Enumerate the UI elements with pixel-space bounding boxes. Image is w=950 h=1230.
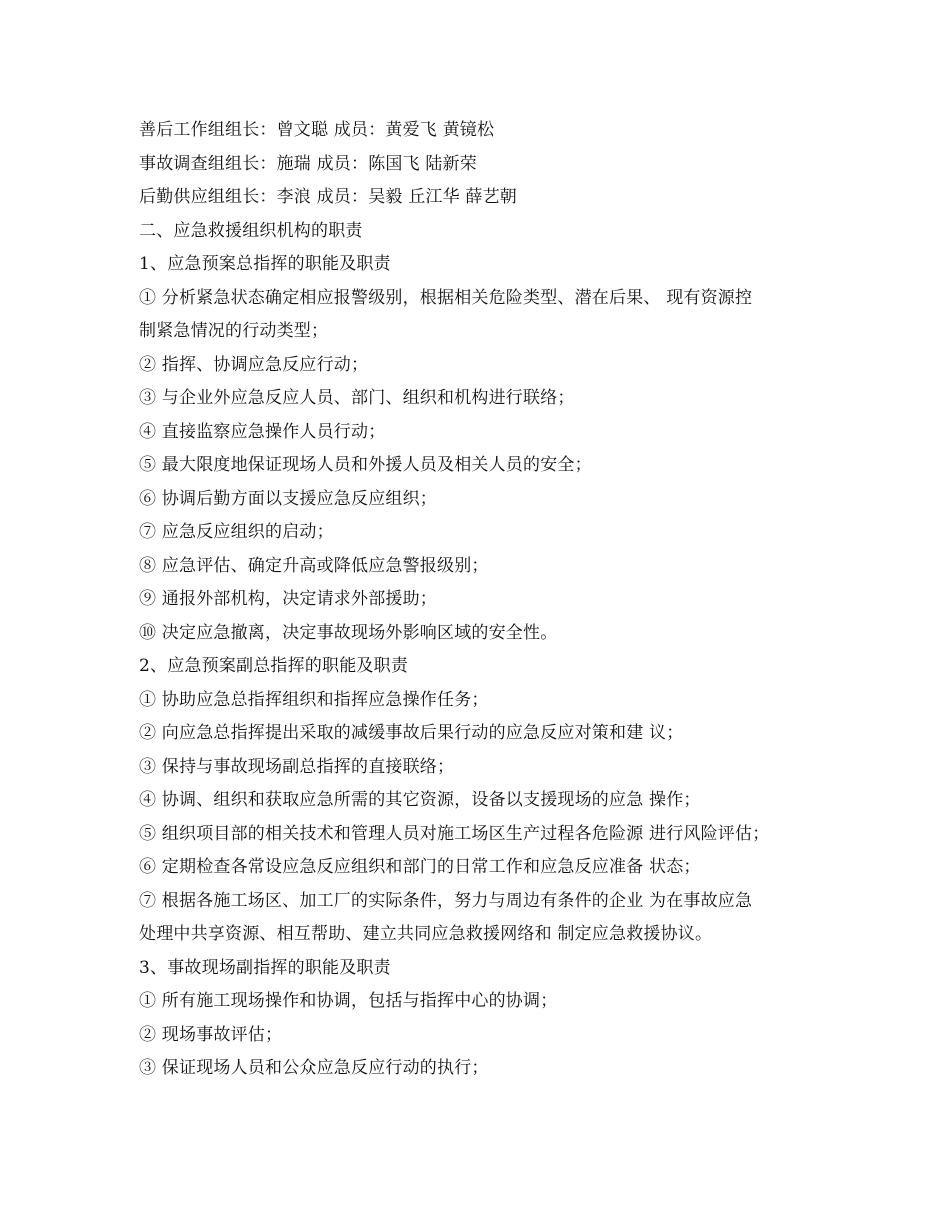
text-line: ① 分析紧急状态确定相应报警级别，根据相关危险类型、潜在后果、 现有资源控: [139, 287, 753, 308]
text-line: ② 向应急总指挥提出采取的减缓事故后果行动的应急反应对策和建 议；: [139, 723, 684, 743]
text-line: ④ 直接监察应急操作人员行动；: [139, 421, 386, 442]
text-line: ⑧ 应急评估、确定升高或降低应急警报级别；: [139, 555, 489, 576]
text-line: ⑥ 协调后勤方面以支援应急反应组织；: [139, 488, 438, 509]
subsection-heading: 1、应急预案总指挥的职能及职责: [139, 254, 391, 274]
text-line: ⑩ 决定应急撤离，决定事故现场外影响区域的安全性。: [139, 622, 558, 643]
text-line: 事故调查组组长：施瑞 成员：陈国飞 陆新荣: [139, 153, 478, 174]
text-line: 制紧急情况的行动类型；: [139, 321, 329, 341]
text-line: ⑥ 定期检查各常设应急反应组织和部门的日常工作和应急反应准备 状态；: [139, 857, 701, 877]
subsection-heading: 3、事故现场副指挥的职能及职责: [139, 957, 391, 978]
text-line: ⑨ 通报外部机构，决定请求外部援助；: [139, 589, 438, 609]
text-line: ⑤ 组织项目部的相关技术和管理人员对施工场区生产过程各危险源 进行风险评估；: [139, 823, 770, 844]
text-line: ② 现场事故评估；: [139, 1024, 283, 1045]
text-line: ① 协助应急总指挥组织和指挥应急操作任务；: [139, 689, 489, 710]
text-line: 后勤供应组组长：李浪 成员：吴毅 丘江华 薛艺朝: [139, 187, 518, 207]
subsection-heading: 2、应急预案副总指挥的职能及职责: [139, 656, 409, 676]
text-line: ③ 保证现场人员和公众应急反应行动的执行；: [139, 1058, 489, 1078]
text-line: ③ 与企业外应急反应人员、部门、组织和机构进行联络；: [139, 388, 575, 408]
section-heading: 二、应急救援组织机构的职责: [139, 220, 363, 241]
document-body: [139, 114, 839, 1086]
text-line: ③ 保持与事故现场副总指挥的直接联络；: [139, 756, 455, 777]
text-line: ⑤ 最大限度地保证现场人员和外援人员及相关人员的安全；: [139, 455, 592, 475]
text-line: ⑦ 应急反应组织的启动；: [139, 522, 334, 542]
text-line: 处理中共享资源、相互帮助、建立共同应急救援网络和 制定应急救援协议。: [139, 924, 713, 944]
text-line: ② 指挥、协调应急反应行动；: [139, 354, 369, 375]
text-line: ④ 协调、组织和获取应急所需的其它资源，设备以支援现场的应急 操作；: [139, 790, 701, 810]
text-line: 善后工作组组长：曾文聪 成员：黄爱飞 黄镜松: [139, 120, 495, 140]
text-line: ⑦ 根据各施工场区、加工厂的实际条件，努力与周边有条件的企业 为在事故应急: [139, 890, 753, 911]
text-line: ① 所有施工现场操作和协调，包括与指挥中心的协调；: [139, 991, 558, 1011]
